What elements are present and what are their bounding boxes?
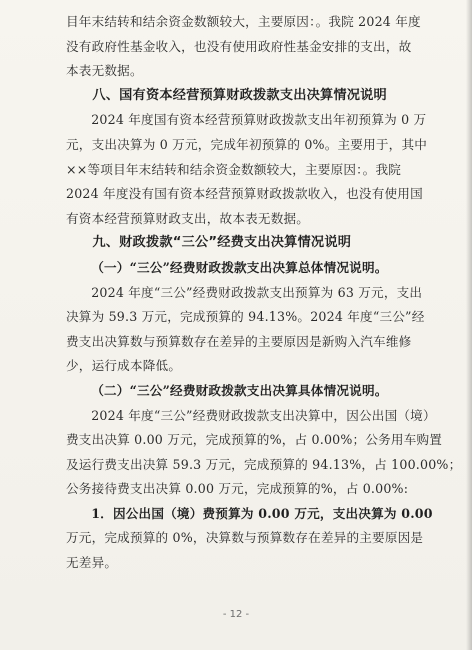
body-text-line: 2024 年度“三公”经费财政拨款支出决算中，因公出国（境） (91, 407, 436, 423)
body-text-line: ××等项目年末结转和结余资金数额较大，主要原因：。我院 (66, 161, 402, 177)
section-heading-9: 九、财政拨款“三公”经费支出决算情况说明 (92, 235, 352, 251)
body-text-line: 元，支出决算为 0 万元，完成年初预算的 0%。主要用于，其中 (66, 136, 428, 152)
body-text-line: 公务接待费支出决算 0.00 万元，完成预算的%，占 0.00%: (66, 481, 409, 497)
document-body (66, 10, 462, 576)
subsection-heading-2: （二）“三公”经费财政拨款支出决算具体情况说明。 (91, 382, 388, 398)
body-text-line: 万元，完成预算的 0%，决算数与预算数存在差异的主要原因是 (66, 530, 424, 546)
body-text-line: 本表无数据。 (66, 63, 143, 79)
body-text-line: 目年末结转和结余资金数额较大，主要原因：。我院 2024 年度 (66, 14, 421, 29)
body-text-line: 少，运行成本降低。 (66, 358, 182, 374)
body-text-line: 没有政府性基金收入，也没有使用政府性基金安排的支出，故 (66, 38, 412, 54)
body-text-line: 费支出决算 0.00 万元，完成预算的%，占 0.00%；公务用车购置 (66, 432, 443, 448)
section-heading-8: 八、国有资本经营预算财政拨款支出决算情况说明 (92, 87, 387, 103)
page-number: - 12 - (222, 609, 250, 620)
body-text-line: 无差异。 (66, 555, 118, 571)
body-text-line: 决算为 59.3 万元，完成预算的 94.13%。2024 年度“三公”经 (66, 309, 425, 325)
body-text-line: 2024 年度国有资本经营预算财政拨款支出年初预算为 0 万 (91, 112, 427, 128)
numbered-item-1: 1．因公出国（境）费预算为 0.00 万元，支出决算为 0.00 (91, 505, 433, 521)
body-text-line: 及运行费支出决算 59.3 万元，完成预算的 94.13%，占 100.00%； (66, 456, 462, 472)
scan-edge-shadow (466, 0, 472, 650)
body-text-line: 有资本经营预算财政支出，故本表无数据。 (66, 210, 310, 226)
subsection-heading-1: （一）“三公”经费财政拨款支出决算总体情况说明。 (91, 259, 388, 275)
body-text-line: 费支出决算数与预算数存在差异的主要原因是新购入汽车维修 (66, 333, 412, 349)
body-text-line: 2024 年度“三公”经费财政拨款支出预算为 63 万元，支出 (91, 284, 423, 300)
body-text-line: 2024 年度没有国有资本经营预算财政拨款收入，也没有使用国 (66, 186, 423, 202)
